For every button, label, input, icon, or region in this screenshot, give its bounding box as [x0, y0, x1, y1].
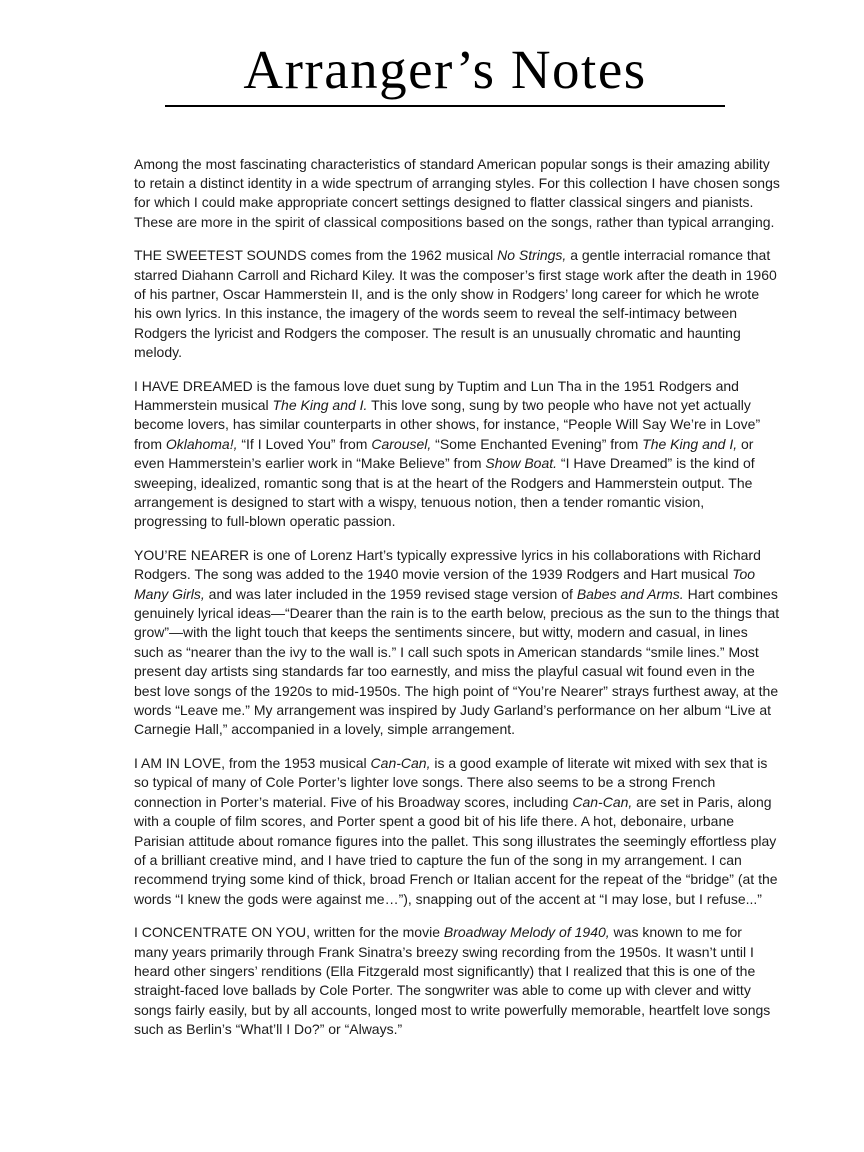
italic-title-segment: Babes and Arms.: [576, 585, 684, 602]
text-segment: I CONCENTRATE ON YOU, written for the movie: [134, 924, 444, 941]
italic-title-segment: The King and I.: [272, 396, 368, 413]
text-segment: I AM IN LOVE, from the 1953 musical: [134, 754, 371, 771]
page-header: [122, 0, 768, 107]
text-segment: YOU’RE NEARER is one of Lorenz Hart’s typically expressive lyrics in his collaborations with Richard Rodgers. The song was added to the 1940 movie version of the 1939 Rodgers and Hart musical: [134, 546, 761, 583]
text-segment: Among the most fascinating characteristics of standard American popular songs is their amazing ability to retain a distinct identity in a wide spectrum of arranging styles. For this collection I have chosen songs for which I could make appropriate concert settings designed to flatter classical singers and pianists. These are more in the spirit of classical compositions based on the songs, rather than typical arranging.: [134, 155, 780, 230]
text-segment: Hart combines genuinely lyrical ideas—“Dearer than the rain is to the earth below, precious as the sun to the things that grow”—with the light touch that keeps the sentiments sincere, but witty, modern and casual, in lines such as “nearer than the ivy to the wall is.” I call such spots in American standards “smile lines.” Most present day artists sing standards far too earnestly, and miss the playful casual wit found even in the best love songs of the 1920s to mid-1950s. The high point of “You’re Nearer” strays furthest away, at the words “Leave me.” My arrangement was inspired by Judy Garland’s performance on her album “Live at Carnegie Hall,” accompanied in a lovely, simple arrangement.: [134, 585, 780, 738]
notes-body: [134, 155, 780, 1040]
text-segment: was known to me for many years primarily through Frank Sinatra’s breezy swing recording from the 1950s. It wasn’t until I heard other singers’ renditions (Ella Fitzgerald most significantly) that I realized that this is one of the straight-faced love ballads by Cole Porter. The songwriter was able to come up with clever and witty songs fairly easily, but by all accounts, longed most to write powerfully memorable, heartfelt love songs such as Berlin’s “What’ll I Do?” or “Always.”: [134, 924, 771, 1038]
text-segment: or even Hammerstein’s earlier work in “Make Believe” from: [134, 435, 754, 472]
text-segment: “I Have Dreamed” is the kind of sweeping, idealized, romantic song that is at the heart of the Rodgers and Hammerstein output. The arrangement is designed to start with a wispy, tenuous notion, then a tender romantic vision, progressing to full-blown operatic passion.: [134, 455, 755, 530]
text-segment: This love song, sung by two people who have not yet actually become lovers, has similar counterparts in other shows, for instance, “People Will Say We’re in Love” from: [134, 396, 761, 452]
italic-title-segment: Too Many Girls,: [134, 566, 756, 602]
italic-title-segment: Can-Can,: [572, 793, 633, 810]
text-segment: “Some Enchanted Evening” from: [431, 435, 643, 452]
text-segment: THE SWEETEST SOUNDS comes from the 1962 musical: [134, 247, 498, 264]
paragraph: [134, 155, 780, 233]
text-segment: I HAVE DREAMED is the famous love duet sung by Tuptim and Lun Tha in the 1951 Rodgers and Hammerstein musical: [134, 377, 739, 413]
italic-title-segment: No Strings,: [497, 247, 567, 264]
text-segment: and was later included in the 1959 revised stage version of: [204, 585, 577, 602]
text-segment: is a good example of literate wit mixed with sex that is so typical of many of Cole Porter’s lighter love songs. There also seems to be a strong French connection in Porter’s material. Five of his Broadway scores, including: [134, 754, 768, 810]
title-underline: [165, 105, 725, 107]
paragraph: [134, 377, 780, 532]
text-segment: are set in Paris, along with a couple of film scores, and Porter spent a good bit of his life there. A hot, debonaire, urbane Parisian attitude about romance figures into the pallet. This song illustrates the seemingly effortless play of a brilliant creative mind, and I have tried to capture the fun of the song in my arrangement. I can recommend trying some kind of thick, broad French or Italian accent for the repeat of the “bridge” (at the words “I knew the gods were against me…”), snapping out of the accent at “I may lose, but I refuse...”: [134, 793, 778, 907]
paragraph: [134, 923, 780, 1039]
italic-title-segment: Can-Can,: [370, 754, 431, 771]
page-title: Arranger’s Notes: [243, 39, 647, 100]
italic-title-segment: Oklahoma!,: [165, 435, 238, 452]
paragraph: [134, 246, 780, 362]
text-segment: “If I Loved You” from: [237, 435, 372, 452]
italic-title-segment: Broadway Melody of 1940,: [443, 924, 610, 941]
italic-title-segment: The King and I,: [642, 435, 738, 452]
italic-title-segment: Show Boat.: [485, 455, 558, 472]
text-segment: a gentle interracial romance that starred Diahann Carroll and Richard Kiley. It was the composer’s first stage work after the death in 1960 of his partner, Oscar Hammerstein II, and is the only show in Rodgers’ long career for which he wrote his own lyrics. In this instance, the imagery of the words seem to reveal the self-intimacy between Rodgers the lyricist and Rodgers the composer. The result is an unusually chromatic and haunting melody.: [134, 247, 777, 361]
paragraph: [134, 546, 780, 740]
paragraph: [134, 754, 780, 909]
italic-title-segment: Carousel,: [371, 435, 432, 452]
